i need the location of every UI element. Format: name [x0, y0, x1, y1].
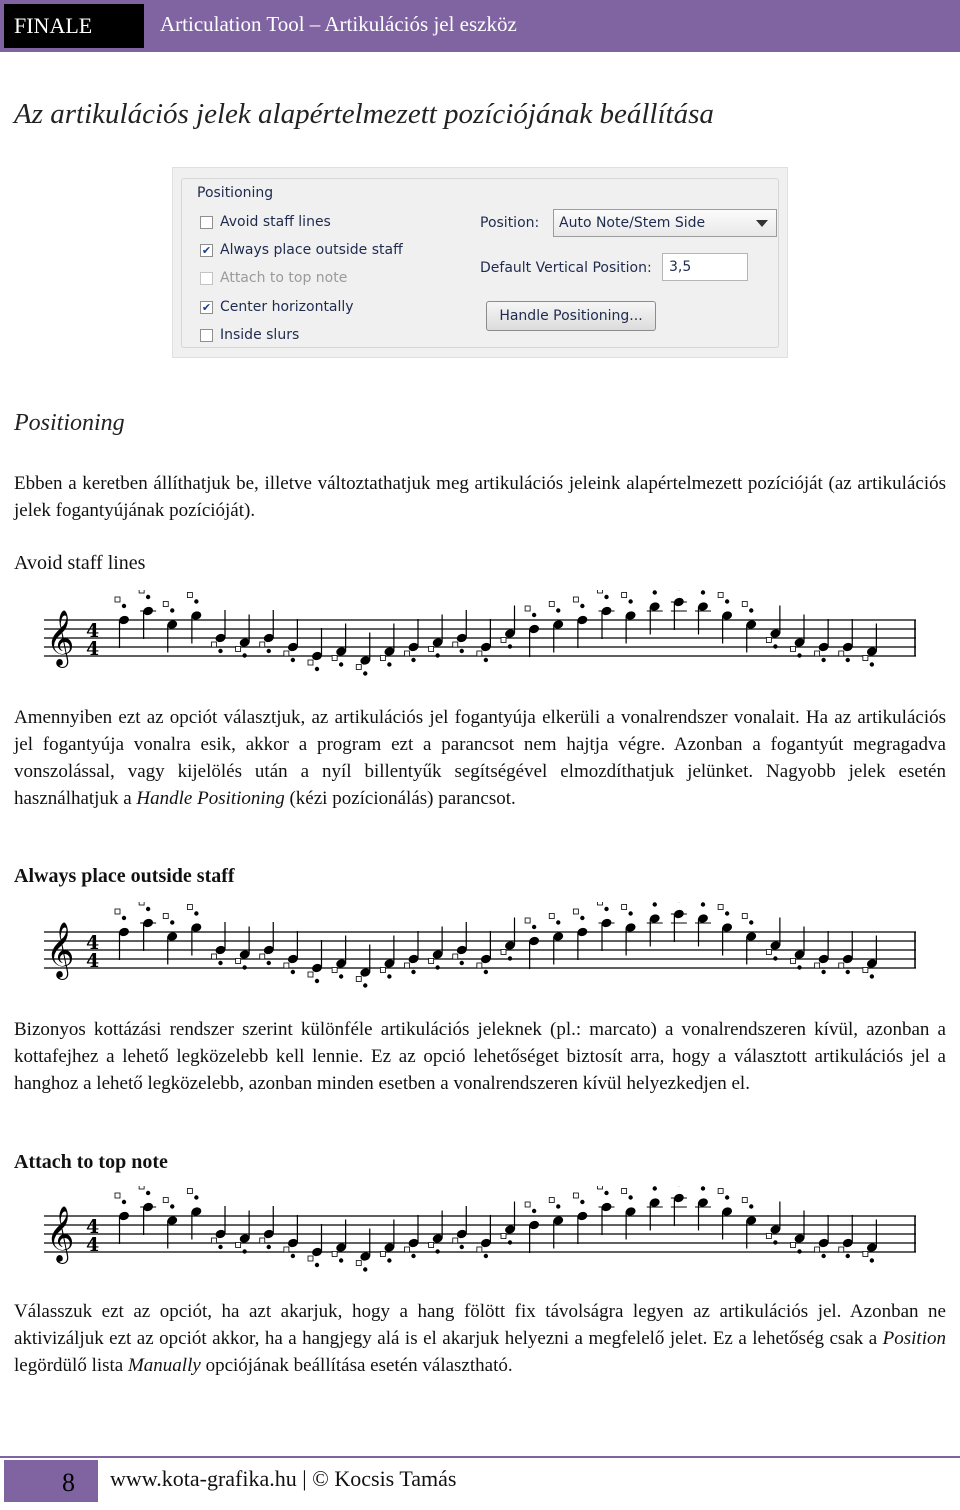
- articulation-handle: [405, 963, 410, 968]
- articulation-handle: [718, 1189, 723, 1194]
- articulation-handle: [815, 1247, 820, 1252]
- treble-clef: 𝄞: [46, 610, 75, 666]
- articulation-handle: [187, 905, 192, 910]
- articulation-mark: [122, 604, 126, 608]
- default-vertical-position-label: Default Vertical Position:: [480, 260, 652, 276]
- text-run: opciójának beállítása esetén választható.: [200, 1355, 513, 1376]
- articulation-mark: [725, 1195, 729, 1199]
- articulation-handle: [549, 602, 554, 607]
- articulation-mark: [628, 1195, 632, 1199]
- checkbox-label: Inside slurs: [220, 327, 300, 343]
- avoid-staff-lines-heading: Avoid staff lines: [14, 552, 146, 574]
- articulation-mark: [773, 956, 777, 960]
- articulation-handle: [380, 656, 385, 661]
- articulation-handle: [260, 1238, 265, 1243]
- articulation-mark: [339, 974, 343, 978]
- articulation-mark: [267, 649, 271, 653]
- articulation-mark: [339, 1258, 343, 1262]
- articulation-mark: [218, 1245, 222, 1249]
- articulation-mark: [701, 590, 705, 594]
- articulation-handle: [429, 647, 434, 652]
- articulation-mark: [291, 970, 295, 974]
- articulation-handle: [405, 651, 410, 656]
- articulation-mark: [508, 644, 512, 648]
- time-signature-top: 4: [86, 932, 100, 954]
- intro-paragraph: Ebben a keretben állíthatjuk be, illetve változtathatjuk meg artikulációs jeleink alapértelmezett pozícióját (az artikulációs jelek fogantyújának pozícióját).: [14, 473, 946, 521]
- checkbox-box[interactable]: [200, 329, 213, 342]
- articulation-mark: [411, 1254, 415, 1258]
- articulation-mark: [315, 979, 319, 983]
- time-signature-top: 4: [86, 620, 100, 642]
- articulation-mark: [580, 604, 584, 608]
- articulation-handle: [525, 606, 530, 611]
- articulation-handle: [501, 638, 506, 643]
- articulation-handle: [525, 1202, 530, 1207]
- articulation-mark: [604, 595, 608, 599]
- articulation-mark: [242, 653, 246, 657]
- articulation-handle: [236, 1243, 241, 1248]
- articulation-mark: [194, 911, 198, 915]
- articulation-handle: [839, 963, 844, 968]
- always-outside-heading: Always place outside staff: [14, 865, 235, 887]
- text-run: (kézi pozícionálás) parancsot.: [284, 788, 516, 809]
- articulation-mark: [146, 907, 150, 911]
- articulation-mark: [435, 965, 439, 969]
- checkbox-box-checked[interactable]: ✔: [201, 243, 212, 257]
- checkbox-label: Attach to top note: [220, 270, 348, 286]
- articulation-mark: [170, 1204, 174, 1208]
- articulation-handle: [187, 1189, 192, 1194]
- articulation-mark: [267, 961, 271, 965]
- articulation-handle: [598, 1186, 603, 1189]
- articulation-mark: [146, 1191, 150, 1195]
- articulation-mark: [122, 916, 126, 920]
- articulation-mark: [797, 653, 801, 657]
- checkbox-box[interactable]: [200, 216, 213, 229]
- articulation-mark: [773, 1240, 777, 1244]
- articulation-handle: [742, 1198, 747, 1203]
- articulation-mark: [411, 970, 415, 974]
- articulation-handle: [453, 954, 458, 959]
- articulation-handle: [477, 651, 482, 656]
- articulation-mark: [580, 916, 584, 920]
- articulation-handle: [839, 1247, 844, 1252]
- checkbox-inside-slurs[interactable]: [200, 325, 299, 345]
- articulation-mark: [363, 1267, 367, 1271]
- treble-clef: 𝄞: [46, 922, 75, 978]
- staff-example-attach: [44, 1186, 916, 1286]
- articulation-handle: [501, 1234, 506, 1239]
- articulation-handle: [332, 1252, 337, 1257]
- articulation-handle: [332, 656, 337, 661]
- articulation-mark: [387, 662, 391, 666]
- articulation-handle: [815, 651, 820, 656]
- header-title: Articulation Tool – Artikulációs jel eszköz: [160, 12, 517, 36]
- articulation-mark: [532, 1209, 536, 1213]
- time-signature-bottom: 4: [86, 1234, 100, 1256]
- articulation-mark: [870, 662, 874, 666]
- articulation-handle: [163, 1198, 168, 1203]
- handle-positioning-button[interactable]: Handle Positioning...: [486, 301, 656, 331]
- position-label: Position:: [480, 215, 540, 231]
- articulation-mark: [532, 925, 536, 929]
- emphasis-text: Position: [882, 1328, 946, 1349]
- articulation-handle: [212, 642, 217, 647]
- page-number-box: [4, 1460, 98, 1502]
- articulation-handle: [863, 1252, 868, 1257]
- articulation-mark: [411, 658, 415, 662]
- footer-rule: [0, 1456, 960, 1458]
- articulation-handle: [308, 972, 313, 977]
- positioning-group: [181, 178, 779, 348]
- articulation-handle: [429, 1243, 434, 1248]
- articulation-handle: [742, 602, 747, 607]
- articulation-mark: [170, 920, 174, 924]
- position-dropdown[interactable]: [553, 209, 777, 237]
- articulation-mark: [363, 983, 367, 987]
- articulation-handle: [405, 1247, 410, 1252]
- articulation-mark: [846, 970, 850, 974]
- articulation-handle: [187, 593, 192, 598]
- checkbox-attach-top-note[interactable]: [200, 268, 347, 288]
- articulation-handle: [863, 656, 868, 661]
- articulation-mark: [628, 911, 632, 915]
- staff-example-always: [44, 902, 916, 1002]
- articulation-handle: [260, 642, 265, 647]
- page-title: Az artikulációs jelek alapértelmezett pozíciójának beállítása: [14, 98, 714, 130]
- articulation-handle: [791, 959, 796, 964]
- articulation-handle: [477, 1247, 482, 1252]
- checkbox-label: Center horizontally: [220, 299, 354, 315]
- articulation-handle: [525, 918, 530, 923]
- articulation-mark: [460, 1245, 464, 1249]
- articulation-handle: [212, 1238, 217, 1243]
- articulation-mark: [653, 1186, 657, 1190]
- articulation-mark: [387, 974, 391, 978]
- articulation-handle: [356, 977, 361, 982]
- checkbox-box-checked[interactable]: ✔: [201, 300, 212, 314]
- articulation-mark: [821, 658, 825, 662]
- articulation-handle: [284, 651, 289, 656]
- emphasis-text: Manually: [127, 1355, 201, 1376]
- articulation-handle: [549, 914, 554, 919]
- articulation-mark: [508, 1240, 512, 1244]
- articulation-handle: [573, 597, 578, 602]
- articulation-handle: [863, 968, 868, 973]
- articulation-handle: [477, 963, 482, 968]
- articulation-mark: [484, 970, 488, 974]
- articulation-mark: [821, 1254, 825, 1258]
- articulation-handle: [163, 602, 168, 607]
- articulation-mark: [194, 599, 198, 603]
- articulation-handle: [598, 590, 603, 593]
- chevron-down-icon[interactable]: [756, 220, 768, 227]
- articulation-mark: [387, 1258, 391, 1262]
- articulation-handle: [380, 968, 385, 973]
- group-title: Positioning: [194, 185, 276, 201]
- articulation-mark: [701, 1186, 705, 1190]
- articulation-mark: [749, 920, 753, 924]
- articulation-mark: [315, 667, 319, 671]
- articulation-mark: [604, 1191, 608, 1195]
- checkbox-label: Avoid staff lines: [220, 214, 331, 230]
- avoid-paragraph: [14, 704, 946, 812]
- articulation-handle: [839, 651, 844, 656]
- articulation-handle: [212, 954, 217, 959]
- articulation-mark: [363, 671, 367, 675]
- articulation-mark: [653, 902, 657, 906]
- articulation-handle: [622, 1189, 627, 1194]
- articulation-handle: [718, 905, 723, 910]
- checkbox-box[interactable]: [200, 272, 213, 285]
- articulation-handle: [332, 968, 337, 973]
- articulation-handle: [453, 642, 458, 647]
- text-run: Válasszuk ezt az opciót, ha azt akarjuk, hogy a hang fölött fix távolságra legyen az artikulációs jel. Azonban ne aktivizáljuk ezt az opciót akkor, ha a hangjegy alá is el akarjuk helyezni a megfelelő jelet. Ez a lehetőség csak a: [14, 1301, 946, 1349]
- articulation-handle: [284, 963, 289, 968]
- articulation-mark: [267, 1245, 271, 1249]
- text-run: Amennyiben ezt az opciót választjuk, az artikulációs jel fogantyúja elkerüli a vonalrendszer vonalait. Ha az artikulációs jel fogantyúja vonalra esik, akkor a program ezt a parancsot nem hajtja végre. Azonban a fogantyút megragadva vonszolással, vagy kijelölés után a nyíl billentyűk segítségével elmozdíthatjuk jelünket. Nagyobb jelek esetén használhatjuk a: [14, 707, 946, 809]
- position-value: Auto Note/Stem Side: [559, 215, 706, 231]
- articulation-handle: [236, 647, 241, 652]
- articulation-handle: [308, 1256, 313, 1261]
- articulation-mark: [870, 974, 874, 978]
- articulation-mark: [484, 1254, 488, 1258]
- default-vertical-position-input[interactable]: 3,5: [662, 253, 748, 281]
- articulation-handle: [139, 1186, 144, 1189]
- articulation-mark: [315, 1263, 319, 1267]
- articulation-mark: [484, 658, 488, 662]
- articulation-handle: [139, 590, 144, 593]
- articulation-mark: [291, 658, 295, 662]
- articulation-handle: [718, 593, 723, 598]
- articulation-handle: [622, 905, 627, 910]
- text-run: legördülő lista: [14, 1355, 128, 1376]
- articulation-handle: [115, 1193, 120, 1198]
- positioning-dialog: [172, 167, 788, 358]
- articulation-mark: [725, 599, 729, 603]
- attach-paragraph: [14, 1298, 946, 1379]
- articulation-mark: [218, 649, 222, 653]
- always-paragraph: Bizonyos kottázási rendszer szerint különféle artikulációs jeleknek (pl.: marcato) a vonalrendszeren kívül, azonban a kottafejhez a lehető legközelebb kell lennie. Ez az opció lehetőséget biztosít arra, hogy a választott artikulációs jel a hanghoz a lehető legközelebb, azonban minden esetben a vonalrendszeren kívül helyezkedjen el.: [14, 1019, 946, 1094]
- articulation-mark: [725, 911, 729, 915]
- articulation-handle: [766, 638, 771, 643]
- footer-text: www.kota-grafika.hu | © Kocsis Tamás: [110, 1466, 457, 1491]
- articulation-handle: [260, 954, 265, 959]
- articulation-handle: [573, 1193, 578, 1198]
- articulation-handle: [815, 963, 820, 968]
- articulation-mark: [846, 1254, 850, 1258]
- articulation-mark: [435, 653, 439, 657]
- articulation-mark: [604, 907, 608, 911]
- articulation-mark: [146, 595, 150, 599]
- emphasis-text: Handle Positioning: [136, 788, 285, 809]
- articulation-mark: [749, 608, 753, 612]
- articulation-handle: [766, 950, 771, 955]
- articulation-handle: [356, 1261, 361, 1266]
- articulation-handle: [356, 665, 361, 670]
- articulation-mark: [170, 608, 174, 612]
- articulation-mark: [556, 608, 560, 612]
- articulation-handle: [791, 1243, 796, 1248]
- checkbox-label: Always place outside staff: [220, 242, 403, 258]
- articulation-mark: [339, 662, 343, 666]
- articulation-mark: [460, 961, 464, 965]
- articulation-mark: [291, 1254, 295, 1258]
- articulation-mark: [508, 956, 512, 960]
- articulation-mark: [846, 658, 850, 662]
- articulation-mark: [435, 1249, 439, 1253]
- articulation-mark: [653, 590, 657, 594]
- articulation-mark: [242, 1249, 246, 1253]
- time-signature-bottom: 4: [86, 950, 100, 972]
- checkbox-always-outside-staff[interactable]: [200, 240, 403, 260]
- treble-clef: 𝄞: [46, 1206, 75, 1262]
- articulation-handle: [453, 1238, 458, 1243]
- articulation-handle: [380, 1252, 385, 1257]
- checkbox-center-horizontally[interactable]: [200, 297, 354, 317]
- articulation-mark: [749, 1204, 753, 1208]
- articulation-mark: [242, 965, 246, 969]
- articulation-handle: [308, 660, 313, 665]
- articulation-handle: [501, 950, 506, 955]
- articulation-handle: [791, 647, 796, 652]
- articulation-mark: [194, 1195, 198, 1199]
- articulation-mark: [821, 970, 825, 974]
- articulation-mark: [797, 1249, 801, 1253]
- articulation-handle: [742, 914, 747, 919]
- articulation-handle: [549, 1198, 554, 1203]
- articulation-mark: [797, 965, 801, 969]
- time-signature-top: 4: [86, 1216, 100, 1238]
- articulation-mark: [532, 613, 536, 617]
- articulation-mark: [460, 649, 464, 653]
- header-bar: [0, 0, 960, 52]
- positioning-heading: Positioning: [14, 410, 125, 436]
- articulation-handle: [766, 1234, 771, 1239]
- articulation-mark: [218, 961, 222, 965]
- articulation-mark: [556, 1204, 560, 1208]
- articulation-handle: [139, 902, 144, 905]
- checkbox-avoid-staff-lines[interactable]: [200, 212, 331, 232]
- articulation-mark: [122, 1200, 126, 1204]
- articulation-handle: [598, 902, 603, 905]
- brand-label: FINALE: [4, 4, 144, 48]
- articulation-handle: [115, 597, 120, 602]
- time-signature-bottom: 4: [86, 638, 100, 660]
- articulation-mark: [773, 644, 777, 648]
- articulation-handle: [163, 914, 168, 919]
- articulation-handle: [236, 959, 241, 964]
- articulation-mark: [580, 1200, 584, 1204]
- articulation-mark: [701, 902, 705, 906]
- articulation-handle: [622, 593, 627, 598]
- articulation-mark: [870, 1258, 874, 1262]
- articulation-mark: [556, 920, 560, 924]
- articulation-handle: [115, 909, 120, 914]
- articulation-handle: [284, 1247, 289, 1252]
- page-number: 8: [62, 1468, 75, 1497]
- attach-top-note-heading: Attach to top note: [14, 1151, 168, 1173]
- articulation-handle: [429, 959, 434, 964]
- articulation-mark: [628, 599, 632, 603]
- staff-example-avoid: [44, 590, 916, 690]
- articulation-handle: [573, 909, 578, 914]
